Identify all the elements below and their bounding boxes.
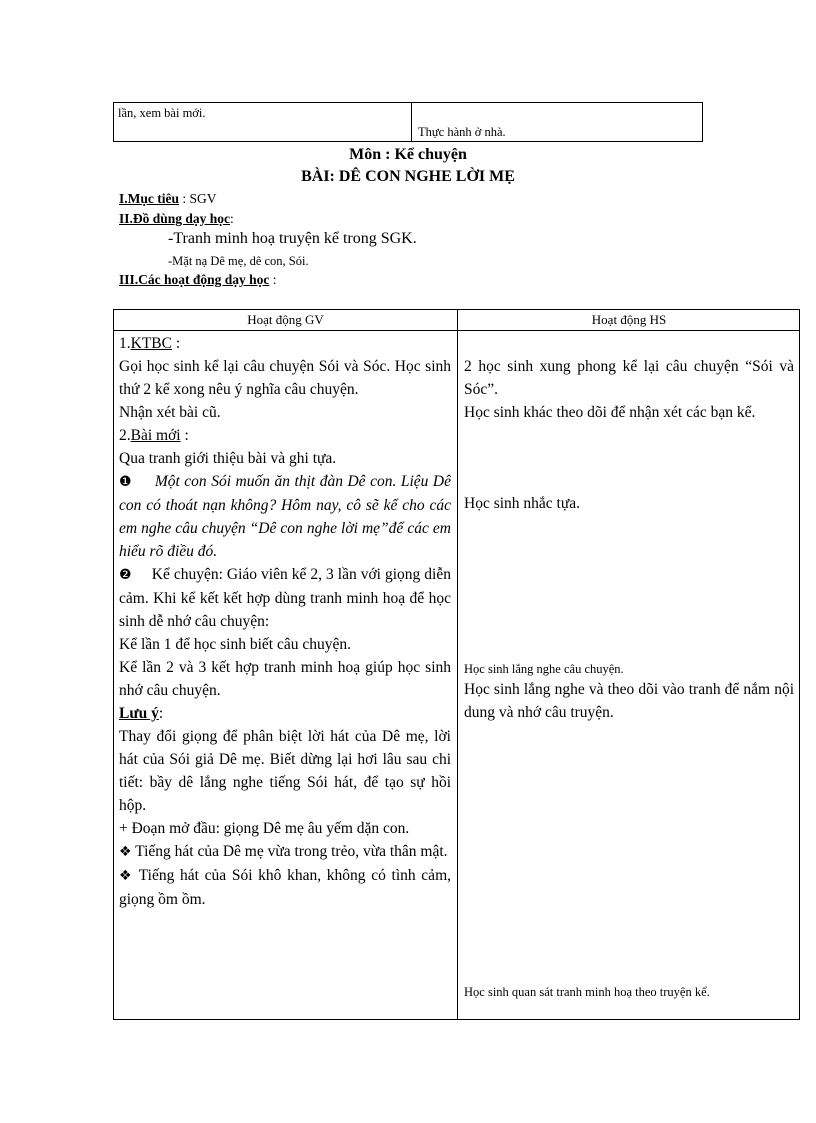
gv-paragraph: Thay đổi giọng để phân biệt lời hát của Dê mẹ, lời hát của Sói giả Dê mẹ. Biết dừng lại hơi lâu sau chi tiết: bầy dê lắng nghe tiếng Sói hát, để tạo sự hồi hộp. bbox=[119, 728, 451, 814]
diamond-bullet-icon: ❖ bbox=[119, 844, 132, 860]
section-new-lesson-heading bbox=[119, 424, 451, 447]
gv-column bbox=[119, 332, 451, 911]
intro-text: Một con Sói muốn ăn thịt đàn Dê con. Liệu Dê con có thoát nạn không? Hôm nay, cô sẽ kể cho các em nghe câu chuyện “Dê con nghe lời mẹ”để các em hiểu rõ điều đó. bbox=[119, 473, 451, 560]
header-gv: Hoạt động GV bbox=[247, 312, 324, 327]
section-number: 2. bbox=[119, 427, 131, 444]
hs-response-5: Học sinh lắng nghe và theo dõi vào tranh để nắm nội dung và nhớ câu truyện. bbox=[464, 681, 794, 721]
objectives-value: : SGV bbox=[179, 191, 217, 206]
hs-response-1: 2 học sinh xung phong kể lại câu chuyện “Sói và Sóc”. bbox=[464, 358, 794, 398]
gv-paragraph: + Đoạn mở đầu: giọng Dê mẹ âu yếm dặn con. bbox=[119, 820, 410, 837]
bullet-one-icon: ❶ bbox=[119, 474, 133, 490]
hs-response-2: Học sinh khác theo dõi để nhận xét các bạn kể. bbox=[464, 404, 756, 421]
activities-colon: : bbox=[269, 272, 277, 287]
objectives-line bbox=[119, 191, 217, 207]
materials-item-1: -Tranh minh hoạ truyện kể trong SGK. bbox=[168, 230, 417, 247]
gv-paragraph: Nhận xét bài cũ. bbox=[119, 404, 221, 421]
objectives-label: I.Mục tiêu bbox=[119, 191, 179, 206]
previous-lesson-table bbox=[113, 102, 703, 142]
gv-paragraph: Qua tranh giới thiệu bài và ghi tựa. bbox=[119, 450, 337, 467]
section-ktbc-heading bbox=[119, 332, 451, 355]
diamond-item-text: Tiếng hát của Dê mẹ vừa trong trẻo, vừa thân mật. bbox=[131, 843, 448, 860]
previous-gv-cell: lần, xem bài mới. bbox=[114, 103, 412, 141]
activities-table bbox=[113, 309, 800, 1020]
materials-line bbox=[119, 211, 234, 227]
subject-heading: Môn : Kể chuyện bbox=[349, 146, 467, 163]
intro-paragraph bbox=[119, 470, 451, 563]
activities-line bbox=[119, 272, 277, 288]
bullet-two-icon: ❷ bbox=[119, 567, 132, 583]
storytelling-text: Kể chuyện: Giáo viên kể 2, 3 lần với giọng diễn cảm. Khi kể kết kết hợp dùng tranh minh hoạ để học sinh dễ nhớ câu chuyện: bbox=[119, 566, 451, 630]
header-divider bbox=[114, 330, 799, 331]
section-number: 1. bbox=[119, 335, 131, 352]
diamond-item bbox=[119, 840, 451, 864]
diamond-item-text: Tiếng hát của Sói khô khan, không có tình cảm, giọng ồm ồm. bbox=[119, 867, 451, 908]
materials-item-2: -Mặt nạ Dê mẹ, dê con, Sói. bbox=[168, 254, 309, 268]
section-ktbc-label: KTBC bbox=[130, 335, 172, 352]
section-colon: : bbox=[180, 427, 189, 444]
diamond-item bbox=[119, 864, 451, 911]
hs-response-3: Học sinh nhắc tựa. bbox=[464, 495, 581, 512]
lesson-title: BÀI: DÊ CON NGHE LỜI MẸ bbox=[301, 168, 515, 185]
column-divider bbox=[457, 310, 458, 1019]
note-colon: : bbox=[158, 705, 164, 722]
hs-response-4: Học sinh lắng nghe câu chuyện. bbox=[464, 662, 624, 676]
gv-paragraph: Gọi học sinh kể lại câu chuyện Sói và Sóc. Học sinh thứ 2 kể xong nêu ý nghĩa câu chuyện. bbox=[119, 358, 451, 398]
hs-response-6: Học sinh quan sát tranh minh hoạ theo truyện kể. bbox=[464, 985, 710, 999]
section-colon: : bbox=[171, 335, 181, 352]
note-heading bbox=[119, 702, 451, 725]
gv-paragraph: Kể lần 2 và 3 kết hợp tranh minh hoạ giúp học sinh nhớ câu chuyện. bbox=[119, 659, 451, 699]
previous-hs-cell: Thực hành ở nhà. bbox=[418, 125, 506, 139]
diamond-bullet-icon: ❖ bbox=[119, 868, 134, 884]
note-label: Lưu ý bbox=[119, 705, 159, 722]
gv-paragraph: Kể lần 1 để học sinh biết câu chuyện. bbox=[119, 636, 351, 653]
activities-label: III.Các hoạt động dạy học bbox=[119, 272, 270, 287]
storytelling-paragraph bbox=[119, 563, 451, 633]
materials-colon: : bbox=[230, 211, 234, 226]
section-new-lesson-label: Bài mới bbox=[130, 427, 181, 444]
header-hs: Hoạt động HS bbox=[591, 312, 667, 327]
materials-label: II.Đồ dùng dạy học bbox=[119, 211, 231, 226]
